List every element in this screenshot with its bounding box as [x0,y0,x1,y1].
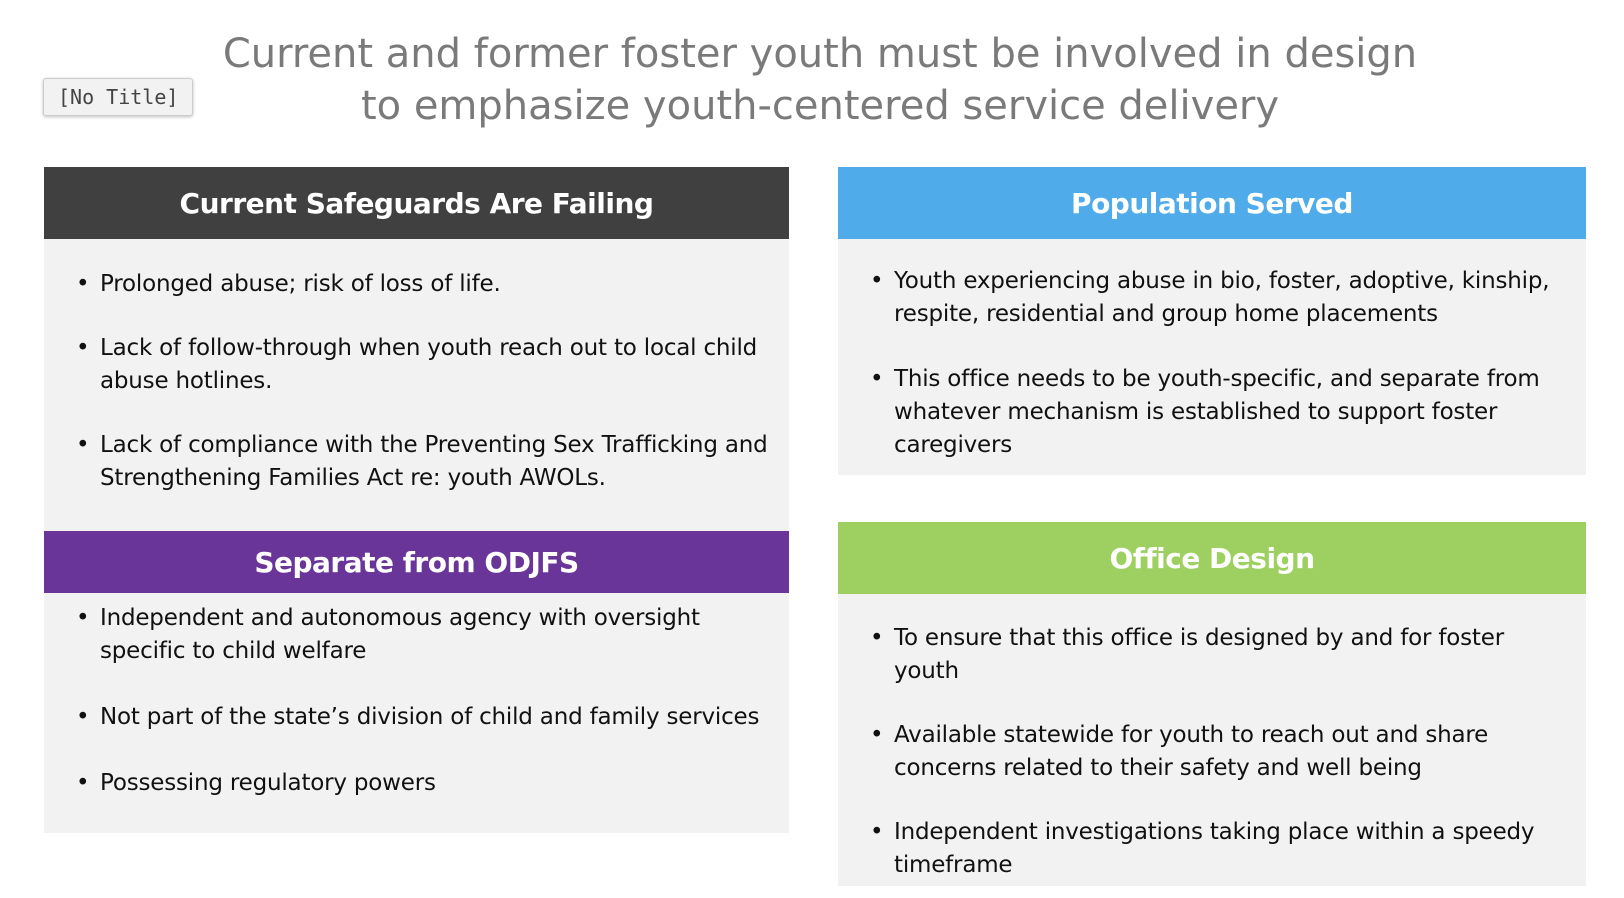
list-item: • This office needs to be youth-specific, and separate from whatever mechanism is established to support foster caregivers [858,363,1566,462]
office-panel-body [838,594,1586,886]
no-title-badge[interactable]: [No Title] [43,78,193,116]
office-list [858,622,1572,882]
list-item: • Not part of the state’s division of child and family services [64,701,769,734]
safeguards-list [64,268,769,495]
slide-title [215,28,1425,132]
list-item: • Independent and autonomous agency with oversight specific to child welfare [64,602,769,668]
population-panel-title: Population Served [1071,186,1353,220]
slide-title-line-2: to emphasize youth-centered service delivery [360,83,1280,129]
separate-panel-header [44,531,789,593]
safeguards-panel-title: Current Safeguards Are Failing [179,186,654,220]
population-panel-header [838,167,1586,239]
list-item: • Prolonged abuse; risk of loss of life. [64,268,769,301]
list-item: • Lack of compliance with the Preventing Sex Trafficking and Strengthening Families Act re: youth AWOLs. [64,429,769,495]
list-item: • Available statewide for youth to reach out and share concerns related to their safety and well being [858,719,1572,785]
office-panel-title: Office Design [1109,541,1315,575]
safeguards-panel-body [44,239,789,531]
population-list [858,265,1566,462]
separate-panel-title: Separate from ODJFS [254,545,579,579]
slide-title-line-1: Current and former foster youth must be involved in design [222,31,1418,77]
list-item: • To ensure that this office is designed by and for foster youth [858,622,1572,688]
separate-panel-body [44,593,789,833]
office-panel-header [838,522,1586,594]
safeguards-panel-header [44,167,789,239]
population-panel-body [838,239,1586,475]
list-item: • Possessing regulatory powers [64,767,769,800]
list-item: • Lack of follow-through when youth reach out to local child abuse hotlines. [64,332,769,398]
list-item: • Independent investigations taking place within a speedy timeframe [858,816,1572,882]
separate-list [64,602,769,800]
list-item: • Youth experiencing abuse in bio, foster, adoptive, kinship, respite, residential and group home placements [858,265,1566,331]
